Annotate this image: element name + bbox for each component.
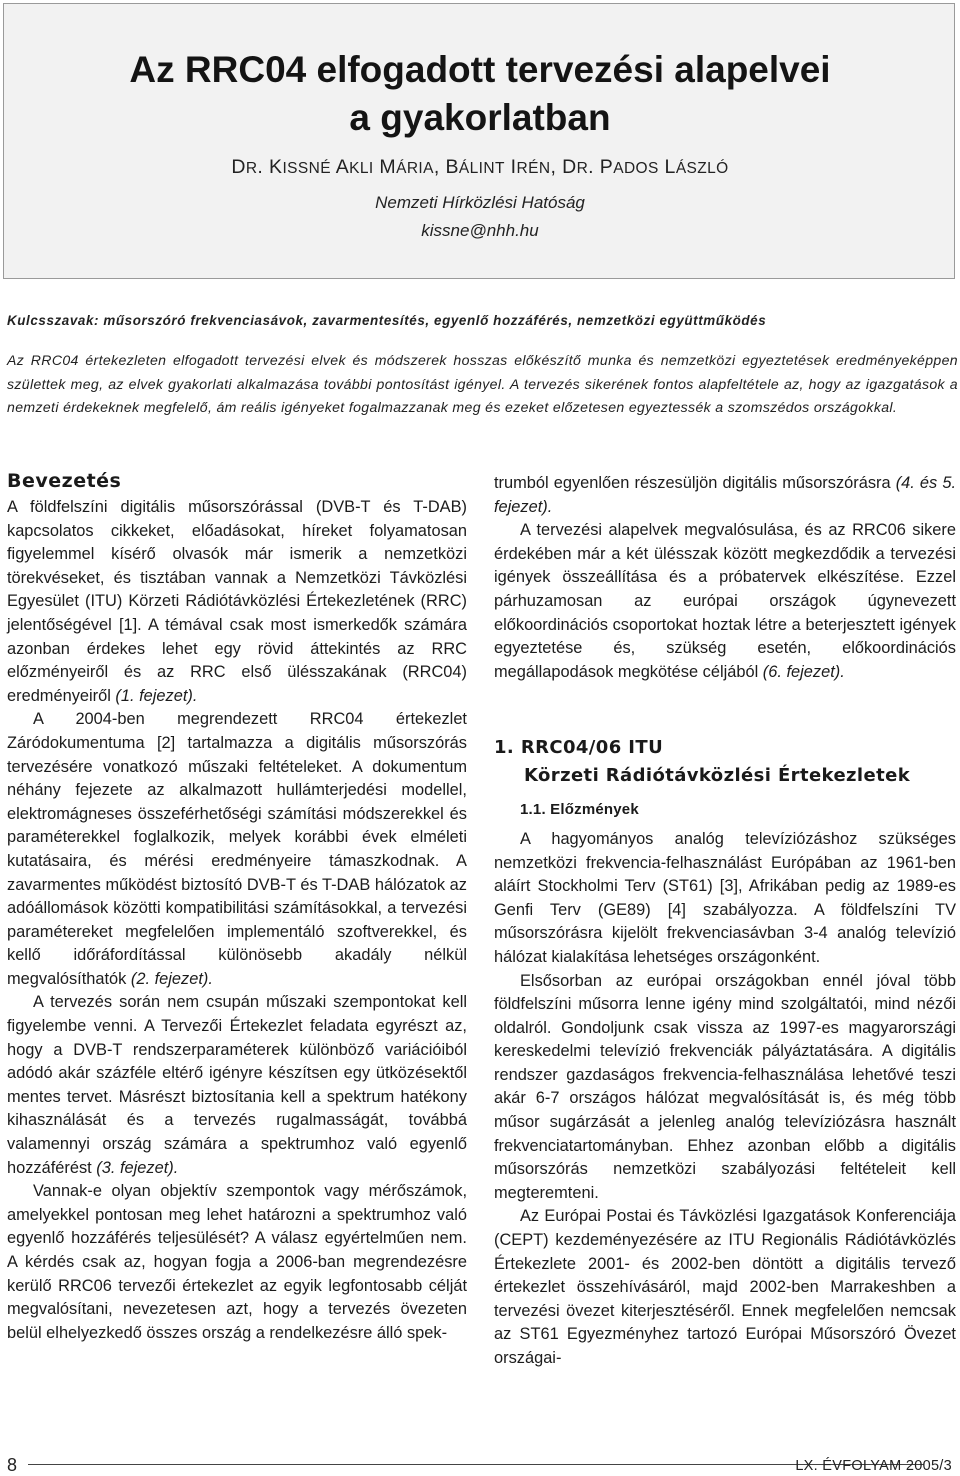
paragraph: A tervezés során nem csupán műszaki szempontokat kell figyelembe venni. A Tervezői Értekezlet feladata egyrészt az, hogy a DVB-T rendszerparaméterek különböző variációiból adódó akár százféle eltérő igényre készítsen egy ütközésektől mentes tervet. Másrészt biztosítania kell a spektrum hatékony kihasználását és a tervezés rugalmasságát, továbbá valamennyi ország számára a spektrumhoz való egyenlő hozzáférést (3. fejezet). <box>7 993 467 1177</box>
author-email: kissne@nhh.hu <box>421 221 539 240</box>
paragraph: Az Európai Postai és Távközlési Igazgatások Konferenciája (CEPT) kezdeményezésére az ITU Regionális Rádiótávközlés Értekezlete 2001- és 2002-ben döntött a digitális tervező értekezlet összehívásáról, majd 2002-ben Marrakeshben a tervezési övezet kiterjesztéséről. Ennek megfelelően nemcsak az ST61 Egyezményhez tartozó Európai Műsorszóró Övezet országai- <box>494 1207 956 1367</box>
paragraph: A 2004-ben megrendezett RRC04 értekezlet Záródokumentuma [2] tartalmazza a digitális műsorszórás tervezésére vonatkozó műszaki feltételeket. A dokumentum néhány fejezete az alkalmazott hullámterjedési modellel, elektromágneses összeférhetőségi számítási módszerekkel és paraméterekkel foglalkozik, melyek korábbi évek elméleti kutatásaira, és mérési eredményeire támaszkodnak. A zavarmentes működést biztosító DVB-T és T-DAB hálózatok az adóállomások közötti kompatibilitási számításokkal, a tervezési paramétereket megfelelően implementáló szoftverekkel, és kellő időráfordítással különösebb akadály nélkül megvalósíthatók (2. fejezet). <box>7 710 467 988</box>
paragraph: Vannak-e olyan objektív szempontok vagy mérőszámok, amelyekkel pontosan meg lehet határozni a spektrumhoz való egyenlő hozzáférés teljesülését? A válasz egyértelműen nem. A kérdés csak az, hogyan fogja a 2006-ban megrendezésre kerülő RRC06 tervezői értekezlet az egyik legfontosabb célját megvalósítani, nevezetesen azt, hogy a tervezés övezeten belül elhelyezkedő összes ország a rendelkezésre álló spek- <box>7 1182 467 1342</box>
keywords: Kulcsszavak: műsorszóró frekvenciasávok, zavarmentesítés, egyenlő hozzáférés, nemzetközi együttműködés <box>7 313 767 328</box>
abstract: Az RRC04 értekezleten elfogadott tervezési elvek és módszerek hosszas előkészítő munka és nemzetközi egyeztetések eredményeképpen születtek meg, az elvek gyakorlati alkalmazása további pontosítást igényel. A tervezés sikerének fontos alapfeltétele az, hogy az igazgatások a nemzeti érdekeknek megfelelő, ám reális igényeket fogalmazzanak meg és ezeket előzetesen egyeztessék a szomszédos országokkal. <box>7 352 958 416</box>
article-title <box>4 46 956 142</box>
paragraph: Elsősorban az európai országokban ennél jóval több földfelszíni műsorra lenne igény mind szolgáltatói, mind nézői oldalról. Gondoljunk csak vissza az 1997-es magyarországi kereskedelmi televízió frekvenciák pályáztatására. A digitális rendszer gazdaságos frekvencia-felhasználása lehetővé teszi akár 6-7 országos hálózat megvalósítását is, és még több műsor sugárzását a jelenleg analóg televíziózásra használt frekvenciatartományban. Ehhez azonban előbb a digitális műsorszórás nemzetközi szabályozási feltételeit kell megteremteni. <box>494 971 956 1202</box>
title-line-1: Az RRC04 elfogadott tervezési alapelvei <box>129 49 831 90</box>
section-subtitle: Körzeti Rádiótávközlési Értekezletek <box>524 765 911 787</box>
page-number: 8 <box>7 1455 18 1475</box>
title-line-2: a gyakorlatban <box>349 97 611 138</box>
paragraph: trumból egyenlően részesüljön digitális műsorszórásra (4. és 5. fejezet). <box>494 474 957 516</box>
paragraph: A hagyományos analóg televíziózáshoz szükséges nemzetközi frekvencia-felhasználást Európában az 1961-ben aláírt Stockholmi Terv (ST61) [3], Afrikában pedig az 1989-es Genfi Terv (GE89) [4] szabályozza. A földfelszíni TV műsorszórásra kijelölt frekvenciasávban 3-4 analóg televízió hálózat kialakítása lehetséges országonként. <box>494 829 956 966</box>
paragraph: A földfelszíni digitális műsorszórással (DVB-T és T-DAB) kapcsolatos cikkeket, előadásokat, híreket folyamatosan figyelemmel kísérő olvasók már ismerik a nemzetközi törekvéseket, és tisztában vannak a Nemzetközi Távközlési Egyesület (ITU) Körzeti Rádiótávközlési Értekezletének (RRC) jelentőségével [1]. A témával csak most ismerkedők számára azonban érdekes lehet egy rövid áttekintés az RRC előzményeiről és az RRC első ülésszakának (RRC04) eredményeiről (1. fejezet). <box>7 498 467 705</box>
affiliation: Nemzeti Hírközlési Hatóság <box>375 193 585 212</box>
right-column <box>494 472 956 1371</box>
section-number-title: 1. RRC04/06 ITU <box>494 737 664 759</box>
left-column <box>7 496 467 1345</box>
paragraph: A tervezési alapelvek megvalósulása, és az RRC06 sikere érdekében már a két ülésszak között megkezdődik a tervezési igények összeállítása és a próbatervek elkészítése. Ezzel párhuzamosan az európai országok úgynevezett előkoordinációs csoportokat hoztak létre a beterjesztett igények egyeztetése és, szükség esetén, előkoordinációs megállapodások megkötése céljából (6. fejezet). <box>494 521 956 681</box>
journal-issue: LX. ÉVFOLYAM 2005/3 <box>795 1458 952 1474</box>
subsection-heading: 1.1. Előzmények <box>520 801 639 819</box>
section-heading-1 <box>494 734 956 790</box>
footer-rule <box>28 1464 924 1465</box>
title-box <box>3 3 955 279</box>
author-list: DR. KISSNÉ AKLI MÁRIA, BÁLINT IRÉN, DR. PADOS LÁSZLÓ <box>231 156 729 178</box>
section-heading-introduction: Bevezetés <box>7 470 122 492</box>
